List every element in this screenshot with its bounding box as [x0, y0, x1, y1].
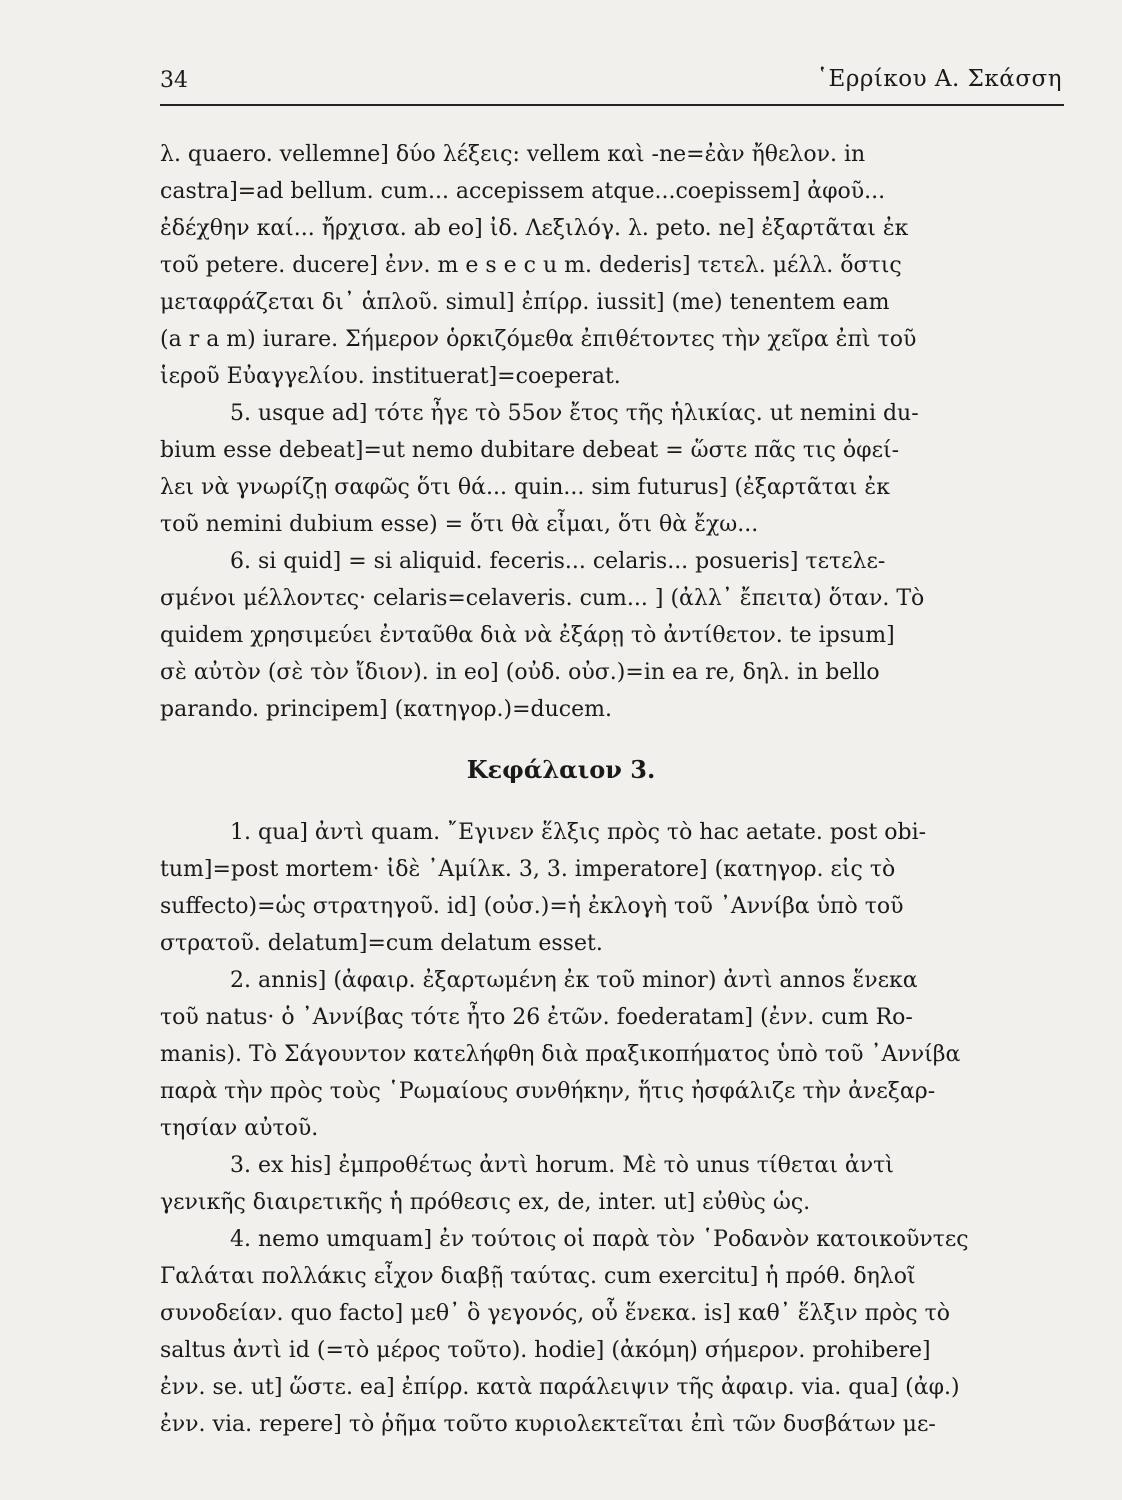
paragraph-start-5: 5. usque ad] τότε ἦγε τὸ 55ον ἔτος τῆς ἡλικίας. ut nemini du- [230, 401, 919, 426]
text-line: σὲ αὐτὸν (σὲ τὸν ἴδιον). in eo] (οὐδ. οὐσ.)=in ea re, δηλ. in bello [160, 660, 880, 685]
paragraph-start-2: 2. annis] (ἀφαιρ. ἐξαρτωμένη ἐκ τοῦ minor) ἀντὶ annos ἕνεκα [230, 968, 918, 993]
text-line: parando. principem] (κατηγορ.)=ducem. [160, 697, 612, 722]
text-line: bium esse debeat]=ut nemo dubitare debeat = ὥστε πᾶς τις ὀφεί- [160, 438, 900, 463]
page-number: 34 [160, 68, 188, 93]
text-line: τοῦ petere. ducere] ἐνν. m e s e c u m. dederis] τετελ. μέλλ. ὅστις [160, 253, 902, 278]
text-line: ἱεροῦ Εὐαγγελίου. instituerat]=coeperat. [160, 364, 621, 389]
paragraph-start-6: 6. si quid] = si aliquid. feceris... celaris... posueris] τετελε- [230, 549, 886, 574]
text-line: (a r a m) iurare. Σήμερον ὁρκιζόμεθα ἐπιθέτοντες τὴν χεῖρα ἐπὶ τοῦ [160, 327, 917, 352]
text-line: λ. quaero. vellemne] δύο λέξεις: vellem καὶ -ne=ἐὰν ἤθελον. in [160, 142, 866, 167]
text-line: manis). Τὸ Σάγουντον κατελήφθη διὰ πραξικοπήματος ὑπὸ τοῦ ᾽Αννίβα [160, 1042, 961, 1067]
text-line: ἐδέχθην καί... ἤρχισα. ab eo] ἰδ. Λεξιλόγ. λ. peto. ne] ἐξαρτᾶται ἐκ [160, 216, 909, 241]
paragraph-start-3: 3. ex his] ἐμπροθέτως ἀντὶ horum. Μὲ τὸ unus τίθεται ἀντὶ [230, 1153, 894, 1178]
text-line: castra]=ad bellum. cum... accepissem atque...coepissem] ἀφοῦ... [160, 179, 886, 204]
text-line: τοῦ nemini dubium esse) = ὅτι θὰ εἶμαι, ὅτι θὰ ἔχω... [160, 512, 759, 537]
header-rule [160, 104, 1064, 106]
text-line: quidem χρησιμεύει ἐνταῦθα διὰ νὰ ἐξάρῃ τὸ ἀντίθετον. te ipsum] [160, 623, 895, 648]
paragraph-start-4: 4. nemo umquam] ἐν τούτοις οἱ παρὰ τὸν ῾Ροδανὸν κατοικοῦντες [230, 1227, 969, 1252]
text-line: γενικῆς διαιρετικῆς ἡ πρόθεσις ex, de, inter. ut] εὐθὺς ὡς. [160, 1190, 811, 1215]
text-line: σμένοι μέλλοντες· celaris=celaveris. cum... ] (ἀλλ᾽ ἔπειτα) ὅταν. Τὸ [160, 586, 925, 611]
text-line: λει νὰ γνωρίζῃ σαφῶς ὅτι θά... quin... sim futurus] (ἐξαρτᾶται ἐκ [160, 475, 890, 500]
text-line: παρὰ τὴν πρὸς τοὺς ῾Ρωμαίους συνθήκην, ἥτις ἠσφάλιζε τὴν ἀνεξαρ- [160, 1079, 936, 1104]
text-line: tum]=post mortem· ἰδὲ ᾽Αμίλκ. 3, 3. imperatore] (κατηγορ. εἰς τὸ [160, 857, 896, 882]
text-line: στρατοῦ. delatum]=cum delatum esset. [160, 931, 603, 956]
text-line: ἐνν. se. ut] ὥστε. ea] ἐπίρρ. κατὰ παράλειψιν τῆς ἀφαιρ. via. qua] (ἀφ.) [160, 1375, 960, 1400]
running-head: ῾Ερρίκου Α. Σκάσση [816, 66, 1062, 92]
text-line: ἐνν. via. repere] τὸ ῥῆμα τοῦτο κυριολεκτεῖται ἐπὶ τῶν δυσβάτων με- [160, 1412, 936, 1437]
text-line: συνοδείαν. quo facto] μεθ᾽ ὃ γεγονός, οὗ ἕνεκα. is] καθ᾽ ἕλξιν πρὸς τὸ [160, 1301, 951, 1326]
paragraph-start-1: 1. qua] ἀντὶ quam. ῎Εγινεν ἕλξις πρὸς τὸ hac aetate. post obi- [230, 820, 927, 845]
text-line: τησίαν αὐτοῦ. [160, 1116, 319, 1141]
text-line: suffecto)=ὡς στρατηγοῦ. id] (οὐσ.)=ἡ ἐκλογὴ τοῦ ᾽Αννίβα ὑπὸ τοῦ [160, 894, 904, 919]
text-body [160, 136, 1072, 1443]
page-header [160, 62, 1064, 102]
text-line: μεταφράζεται δι᾽ ἁπλοῦ. simul] ἐπίρρ. iussit] (me) tenentem eam [160, 290, 890, 315]
text-line: Γαλάται πολλάκις εἶχον διαβῇ ταύτας. cum exercitu] ἡ πρόθ. δηλοῖ [160, 1264, 916, 1289]
chapter-heading: Κεφάλαιον 3. [466, 755, 656, 784]
text-line: τοῦ natus· ὁ ᾽Αννίβας τότε ἦτο 26 ἐτῶν. foederatam] (ἐνν. cum Ro- [160, 1005, 913, 1030]
text-line: saltus ἀντὶ id (=τὸ μέρος τοῦτο). hodie] (ἀκόμη) σήμερον. prohibere] [160, 1338, 931, 1363]
